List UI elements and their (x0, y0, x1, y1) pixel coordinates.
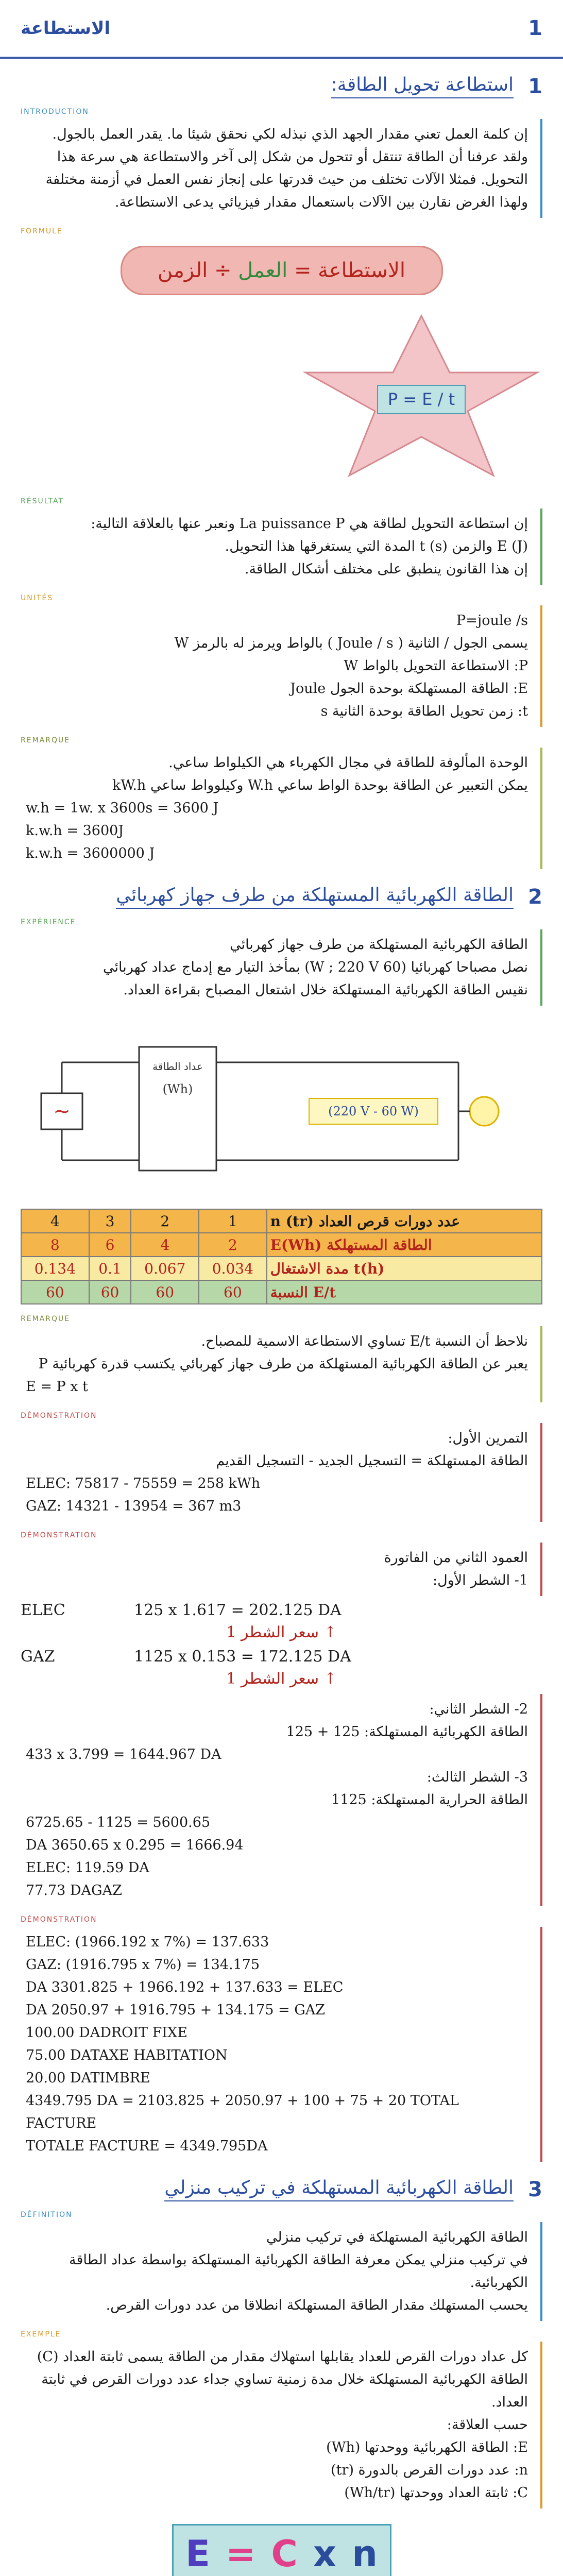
example-line: كل عداد دورات القرص للعداد يقابلها استهلاك مقدار من الطاقة يسمى ثابتة العداد (C) (37, 2349, 528, 2365)
demonstration-box (21, 1543, 542, 1596)
section-title: الطاقة الكهربائية المستهلكة في تركيب منزلي (164, 2177, 514, 2201)
formula-eq: = (294, 259, 312, 282)
table-cell: 6 (89, 1233, 131, 1257)
var-line: C: ثابتة العداد ووحدتها (Wh/tr) (344, 2485, 528, 2501)
result-line: إن هذا القانون ينطبق على مختلف أشكال الطاقة. (244, 561, 528, 577)
formula-power: الاستطاعة (318, 259, 405, 282)
section-title: الطاقة الكهربائية المستهلكة من طرف جهاز كهربائي (116, 885, 514, 909)
table-cell: 60 (199, 1280, 267, 1304)
remark-line: k.w.h = 3600000 J (26, 845, 155, 861)
def-line: في تركيب منزلي يمكن معرفة الطاقة الكهربائية المستهلكة بواسطة عداد الطاقة الكهربائية. (69, 2252, 528, 2291)
table-row-label: مدة الاشتغال t(h) (267, 1257, 542, 1280)
demonstration-tag: DÉMONSTRATION (21, 1412, 97, 1420)
svg-text:~: ~ (53, 1099, 71, 1123)
dem-line: الطاقة الحرارية المستهلكة: 1125 (331, 1792, 528, 1808)
remark-line: k.w.h = 3600J (26, 823, 124, 839)
definition-box (21, 2222, 542, 2321)
gaz-arrow-label: سعر الشطر 1 (226, 1670, 319, 1688)
experience-tag: EXPÉRIENCE (21, 918, 76, 926)
gaz-arrow-note (21, 1670, 542, 1688)
measurement-table (21, 1209, 542, 1304)
table-row-label: النسبة E/t (267, 1280, 542, 1304)
star-formula-text: P = E / t (387, 389, 455, 409)
formula-banner (121, 246, 443, 295)
page-title: الاستطاعة (21, 18, 111, 39)
dem-line: DA 3301.825 + 1966.192 + 137.633 = ELEC (26, 1979, 344, 1995)
lamp-icon (470, 1097, 499, 1126)
section-1-heading (21, 74, 542, 98)
formula-work: العمل (238, 259, 288, 282)
remark-tag: REMARQUE (21, 1315, 71, 1323)
table-row (21, 1257, 542, 1280)
experience-box (21, 929, 542, 1006)
table-row (21, 1233, 542, 1257)
dem-line: 2- الشطر الثاني: (429, 1701, 528, 1717)
formula-tag: FORMULE (21, 227, 63, 235)
intro-line: ولهذا الغرض نقارن بين الآلات باستعمال مقدار فيزيائي يدعى الاستطاعة. (114, 194, 528, 210)
elec-label: ELEC (21, 1601, 65, 1619)
example-line: الطاقة الكهربائية المستهلكة خلال مدة زمنية تساوي جداء عدد دورات القرص في ثابتة العداد. (41, 2371, 528, 2410)
meter-label: عداد الطاقة (152, 1060, 203, 1073)
elec-formula: 125 x 1.617 = 202.125 DA (134, 1601, 342, 1619)
remark-line: E = P x t (26, 1379, 88, 1395)
formula-n: n (352, 2533, 378, 2575)
dem-line: ELEC: 119.59 DA (26, 1860, 149, 1876)
elec-calc (21, 1601, 542, 1619)
meter-unit: (Wh) (162, 1082, 193, 1096)
remark-line: يمكن التعبير عن الطاقة بوحدة الواط ساعي W.h وكيلوواط ساعي kW.h (112, 777, 528, 793)
gaz-calc (21, 1648, 542, 1666)
formula-time: الزمن (158, 259, 208, 282)
header-number: 1 (528, 16, 542, 40)
remark-box (21, 1326, 542, 1402)
experience-line: نقيس الطاقة الكهربائية المستهلكة خلال اشتعال المصباح بقراءة العداد. (123, 982, 528, 998)
table-cell: 4 (131, 1233, 199, 1257)
result-box (21, 509, 542, 585)
intro-tag: INTRODUCTION (21, 108, 89, 116)
dem-line: GAZ: 14321 - 13954 = 367 m3 (26, 1498, 242, 1514)
definition-tag: DÉFINITION (21, 2211, 73, 2219)
table-cell: 0.034 (199, 1257, 267, 1280)
table-row (21, 1209, 542, 1233)
units-box (21, 605, 542, 727)
dem-line: 100.00 DADROIT FIXE (26, 2025, 187, 2041)
section-2 (0, 885, 563, 2162)
table-row-label: n (tr) عدد دورات قرص العداد (267, 1209, 542, 1233)
formula-c: C (271, 2533, 298, 2575)
table-cell: 3 (89, 1209, 131, 1233)
remark-line: نلاحظ أن النسبة E/t تساوي الاستطاعة الاسمية للمصباح. (201, 1333, 528, 1349)
example-line: حسب العلاقة: (447, 2417, 528, 2433)
up-arrow-icon: ↑ (323, 1670, 337, 1688)
def-line: يحسب المستهلك مقدار الطاقة المستهلكة انطلاقا من عدد دورات القرص. (106, 2297, 528, 2313)
units-line: يسمى الجول / الثانية ( Joule / s ) بالواط ويرمز له بالرمز W (174, 635, 528, 651)
dem-line: 6725.65 - 1125 = 5600.65 (26, 1815, 211, 1831)
table-cell: 8 (21, 1233, 89, 1257)
def-line: الطاقة الكهربائية المستهلكة في تركيب منزلي (266, 2229, 528, 2245)
dem-line: الطاقة الكهربائية المستهلكة: 125 + 125 (286, 1724, 528, 1740)
table-row-label: E(Wh) الطاقة المستهلكة (267, 1233, 542, 1257)
section-title: استطاعة تحويل الطاقة: (331, 74, 514, 98)
units-tag: UNITÉS (21, 594, 54, 602)
experience-line: الطاقة الكهربائية المستهلكة من طرف جهاز كهربائي (230, 937, 528, 953)
dem-line: العمود الثاني من الفاتورة (384, 1550, 528, 1566)
header-bar (0, 0, 563, 59)
section-3-heading (21, 2177, 542, 2201)
dem-line: 433 x 3.799 = 1644.967 DA (26, 1747, 221, 1762)
circuit-diagram (21, 1021, 542, 1191)
units-line: P: الاستطاعة التحويل بالواط W (344, 658, 528, 674)
section-2-heading (21, 885, 542, 909)
remark-box (21, 748, 542, 869)
experience-line: نصل مصباحا كهربائيا (60 W ; 220 V) بمأخذ التيار مع إدماج عداد كهربائي (103, 959, 528, 975)
dem-line: TOTALE FACTURE = 4349.795DA (26, 2138, 268, 2154)
section-3 (0, 2177, 563, 2576)
table-cell: 0.134 (21, 1257, 89, 1280)
units-line: t: زمن تحويل الطاقة بوحدة الثانية s (320, 703, 528, 719)
dem-line: ELEC: (1966.192 x 7%) = 137.633 (26, 1934, 269, 1950)
table-cell: 4 (21, 1209, 89, 1233)
table-cell: 1 (199, 1209, 267, 1233)
result-line: E (J) والزمن t (s) المدة التي يستغرقها هذا التحويل. (225, 538, 528, 554)
section-1 (0, 74, 563, 869)
section-number: 3 (528, 2177, 542, 2201)
intro-line: إن كلمة العمل تعني مقدار الجهد الذي نبذله لكي نحقق شيئا ما. يقدر العمل بالجول. (52, 126, 528, 142)
table-cell: 0.067 (131, 1257, 199, 1280)
table-cell: 60 (21, 1280, 89, 1304)
intro-line: ولقد عرفنا أن الطاقة تنتقل أو تتحول من شكل إلى آخر والاستطاعة هي سرعة هذا (57, 149, 528, 165)
dem-line: DA 2050.97 + 1916.795 + 134.175 = GAZ (26, 2002, 326, 2018)
table-cell: 0.1 (89, 1257, 131, 1280)
formula-eq: = (225, 2533, 256, 2575)
remark-tag: REMARQUE (21, 736, 71, 744)
dem-line: 75.00 DATAXE HABITATION (26, 2047, 228, 2063)
demonstration-box (21, 1694, 542, 1906)
var-line: E: الطاقة الكهربائية ووحدتها (Wh) (326, 2439, 528, 2455)
result-line: إن استطاعة التحويل لطاقة هي La puissance P ونعبر عنها بالعلاقة التالية: (91, 516, 528, 532)
dem-line: ELEC: 75817 - 75559 = 258 kWh (26, 1476, 261, 1492)
section-number: 1 (528, 74, 542, 98)
formula-e: E (185, 2533, 210, 2575)
gaz-label: GAZ (21, 1648, 55, 1666)
intro-box (21, 119, 542, 218)
formula-x: x (313, 2533, 337, 2575)
section-number: 2 (528, 885, 542, 909)
demonstration-box (21, 1423, 542, 1522)
var-line: n: عدد دورات القرص بالدورة (tr) (331, 2462, 528, 2478)
dem-line: DA 3650.65 x 0.295 = 1666.94 (26, 1837, 244, 1853)
demonstration-tag: DÉMONSTRATION (21, 1916, 97, 1924)
dem-line: 3- الشطر الثالث: (426, 1769, 528, 1785)
table-cell: 60 (89, 1280, 131, 1304)
dem-line: 20.00 DATIMBRE (26, 2070, 150, 2086)
elec-arrow-note (21, 1623, 542, 1641)
up-arrow-icon: ↑ (323, 1623, 337, 1641)
demonstration-box (21, 1927, 542, 2162)
example-box (21, 2342, 542, 2509)
star-formula (300, 311, 542, 481)
example-tag: EXEMPLE (21, 2330, 61, 2338)
gaz-formula: 1125 x 0.153 = 172.125 DA (134, 1648, 351, 1666)
table-cell: 2 (131, 1209, 199, 1233)
remark-line: يعبر عن الطاقة الكهربائية المستهلكة من طرف جهاز كهربائي يكتسب قدرة كهربائية P (38, 1356, 528, 1372)
dem-line: 4349.795 DA = 2103.825 + 2050.97 + 100 + 75 + 20 TOTAL FACTURE (26, 2093, 459, 2131)
table-row (21, 1280, 542, 1304)
elec-arrow-label: سعر الشطر 1 (226, 1623, 319, 1641)
energy-formula (172, 2524, 391, 2576)
units-line: P=joule /s (456, 613, 528, 629)
dem-line: 1- الشطر الأول: (433, 1572, 528, 1588)
remark-line: w.h = 1w. x 3600s = 3600 J (26, 800, 219, 816)
dem-line: 77.73 DAGAZ (26, 1883, 122, 1899)
lamp-rating: (220 V - 60 W) (328, 1104, 419, 1118)
dem-line: الطاقة المستهلكة = التسجيل الجديد - التسجيل القديم (216, 1453, 528, 1469)
table-cell: 2 (199, 1233, 267, 1257)
result-tag: RÉSULTAT (21, 497, 64, 505)
formula-div: ÷ (214, 259, 232, 282)
dem-line: التمرين الأول: (448, 1430, 528, 1446)
dem-line: GAZ: (1916.795 x 7%) = 134.175 (26, 1957, 260, 1973)
units-line: E: الطاقة المستهلكة بوحدة الجول Joule (290, 681, 528, 697)
demonstration-tag: DÉMONSTRATION (21, 1531, 97, 1539)
remark-line: الوحدة المألوفة للطاقة في مجال الكهرباء هي الكيلواط ساعي. (168, 755, 528, 771)
intro-line: التحويل. فمثلا الآلات تختلف من حيث قدرتها على إنجاز نفس العمل في أزمنة مختلفة (45, 172, 528, 188)
table-cell: 60 (131, 1280, 199, 1304)
